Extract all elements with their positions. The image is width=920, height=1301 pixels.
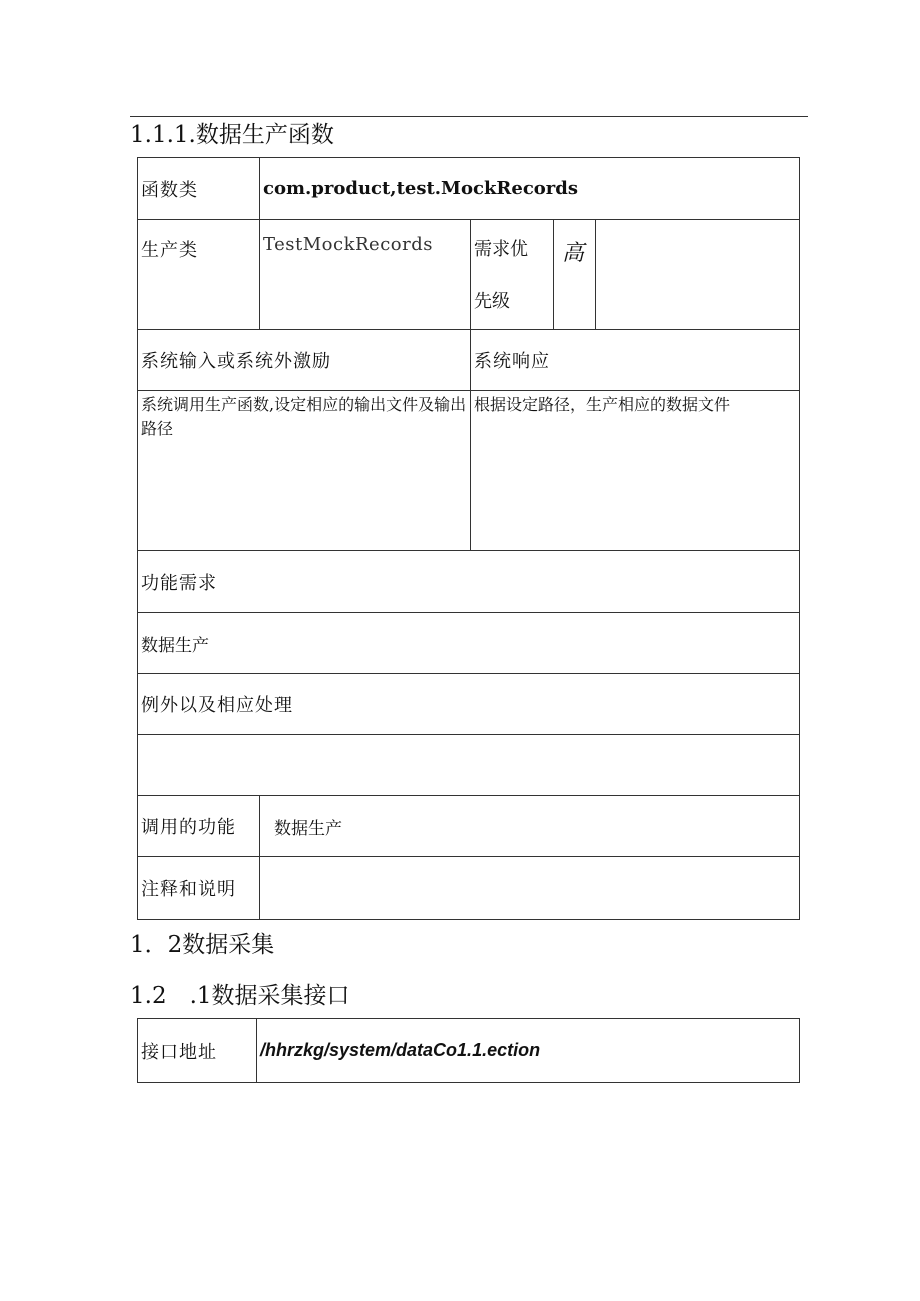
- table-row: [138, 674, 800, 735]
- priority-label: [471, 220, 554, 330]
- table-row: [138, 613, 800, 674]
- notes-value: [260, 857, 800, 920]
- input-text: 系统调用生产函数,设定相应的输出文件及输出路径: [138, 391, 471, 551]
- table-row: [138, 551, 800, 613]
- priority-label-line1: 需求优: [474, 239, 528, 260]
- interface-table: [137, 1018, 800, 1083]
- table-row: [138, 220, 800, 330]
- production-class-label: 生产类: [138, 220, 260, 330]
- functional-requirement-label: 功能需求: [138, 551, 800, 613]
- interface-address-label: 接口地址: [138, 1019, 257, 1083]
- table-row: [138, 735, 800, 796]
- table-row: [138, 330, 800, 391]
- priority-empty-cell: [596, 220, 800, 330]
- table-row: [138, 1019, 800, 1083]
- table-row: [138, 391, 800, 551]
- section-heading-1-1-1: 1.1.1.数据生产函数: [130, 122, 334, 148]
- called-function-value: 数据生产: [260, 796, 800, 857]
- functional-requirement-value: 数据生产: [138, 613, 800, 674]
- called-function-label: 调用的功能: [138, 796, 260, 857]
- input-header: 系统输入或系统外激励: [138, 330, 471, 391]
- section-heading-1-2: 1．2数据采集: [130, 932, 275, 958]
- response-header: 系统响应: [471, 330, 800, 391]
- function-class-value: com.product,test.MockRecords: [260, 158, 800, 220]
- table-row: [138, 857, 800, 920]
- production-class-value: TestMockRecords: [260, 220, 471, 330]
- notes-label: 注释和说明: [138, 857, 260, 920]
- table-row: [138, 796, 800, 857]
- priority-label-line2: 先级: [474, 291, 510, 312]
- table-row: [138, 158, 800, 220]
- priority-value: 高: [554, 220, 596, 330]
- interface-address-value: /hhrzkg/system/dataCo1.1.ection: [257, 1019, 800, 1083]
- exception-label: 例外以及相应处理: [138, 674, 800, 735]
- response-text: 根据设定路径，生产相应的数据文件: [471, 391, 800, 551]
- top-rule: [130, 116, 808, 117]
- section-heading-1-2-1: 1.2 .1数据采集接口: [130, 983, 350, 1009]
- exception-value: [138, 735, 800, 796]
- production-function-table: [137, 157, 800, 920]
- function-class-label: 函数类: [138, 158, 260, 220]
